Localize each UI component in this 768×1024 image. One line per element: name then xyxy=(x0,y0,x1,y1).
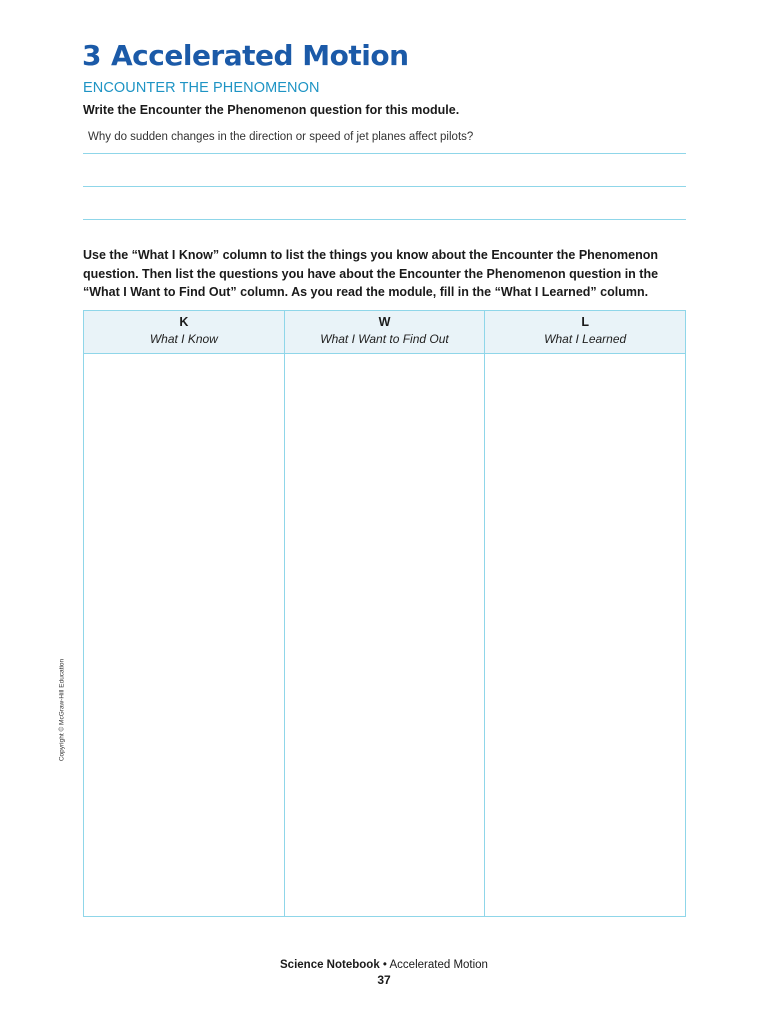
kwl-letter: K xyxy=(179,315,189,329)
section-heading: ENCOUNTER THE PHENOMENON xyxy=(83,80,320,96)
kwl-label: What I Want to Find Out xyxy=(320,332,449,346)
kwl-header-know xyxy=(84,311,284,354)
module-title xyxy=(82,36,409,76)
kwl-header-want xyxy=(285,311,485,354)
kwl-cell-learned[interactable] xyxy=(485,354,685,916)
kwl-letter: W xyxy=(378,315,391,329)
kwl-chart xyxy=(83,310,686,917)
footer-book-title: Science Notebook xyxy=(280,959,380,971)
kwl-letter: L xyxy=(581,315,589,329)
module-number: 3 xyxy=(82,39,101,72)
page-footer xyxy=(0,958,768,988)
kwl-column-learned xyxy=(485,311,685,916)
question-instruction: Write the Encounter the Phenomenon question for this module. xyxy=(83,103,460,117)
answer-line-3[interactable] xyxy=(83,219,686,220)
phenomenon-question[interactable]: Why do sudden changes in the direction or speed of jet planes affect pilots? xyxy=(88,131,474,143)
answer-line-1 xyxy=(83,153,686,154)
kwl-column-know xyxy=(84,311,285,916)
module-title-text: Accelerated Motion xyxy=(110,39,409,72)
copyright-notice: Copyright © McGraw-Hill Education xyxy=(58,658,66,762)
footer-chapter: Accelerated Motion xyxy=(389,959,488,971)
kwl-label: What I Know xyxy=(149,332,218,346)
page-number: 37 xyxy=(377,973,391,987)
footer-separator: • xyxy=(382,959,387,971)
kwl-cell-know[interactable] xyxy=(84,354,284,916)
kwl-label: What I Learned xyxy=(544,332,627,346)
answer-line-2[interactable] xyxy=(83,186,686,187)
kwl-cell-want[interactable] xyxy=(285,354,485,916)
kwl-header-learned xyxy=(485,311,685,354)
kwl-instruction: Use the “What I Know” column to list the things you know about the Encounter the Phenomenon question. Then list the questions you have about the Encounter the Phenomenon question in the “What I Want to Find Out” column. As you read the module, fill in the “What I Learned” column. xyxy=(83,248,659,299)
kwl-column-want xyxy=(285,311,486,916)
